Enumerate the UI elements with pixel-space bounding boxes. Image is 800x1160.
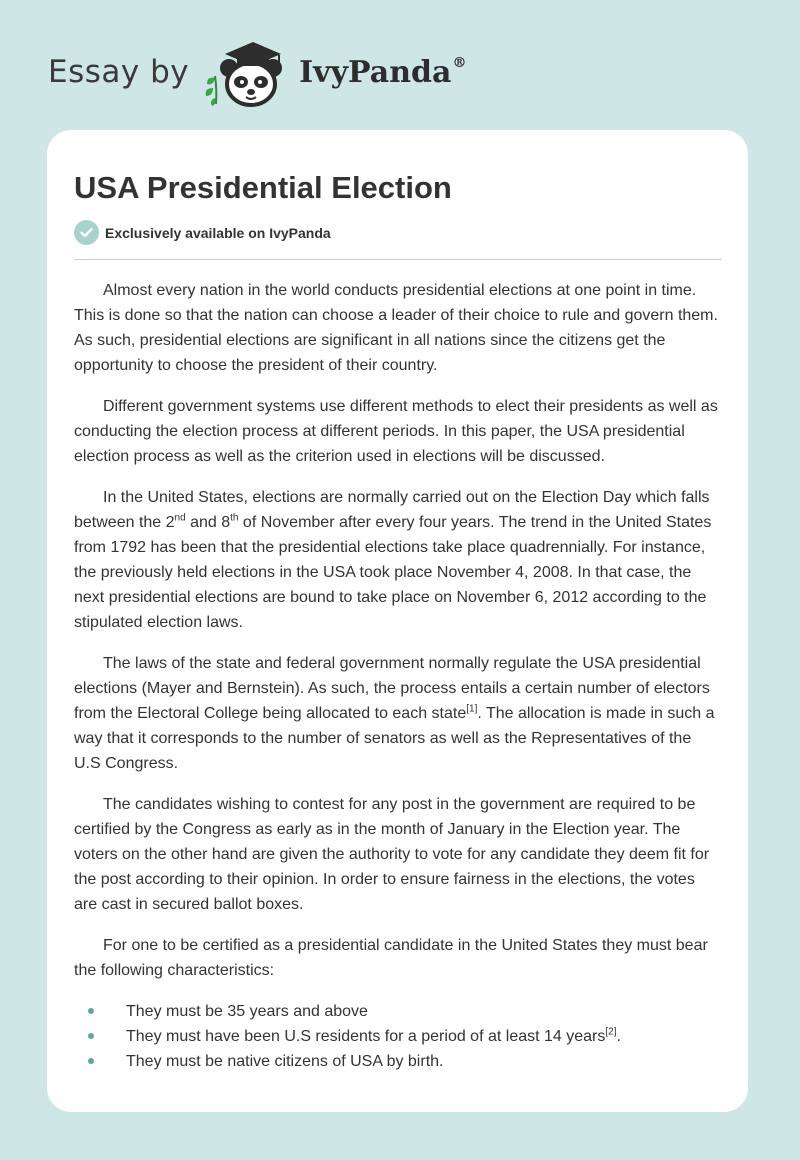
article-body [74, 278, 722, 1074]
bullet-icon [88, 1033, 94, 1039]
paragraph-5: The candidates wishing to contest for any post in the government are required to be certified by the Congress as early as in the month of January in the Election year. The voters on the other hand are given the authority to vote for any candidate they deem fit for the post according to their opinion. In order to ensure fairness in the elections, the votes are cast in secured ballot boxes. [74, 796, 710, 913]
exclusive-badge [74, 220, 722, 245]
page-title: USA Presidential Election [74, 170, 452, 205]
check-circle-icon [74, 220, 99, 245]
list-item: They must be native citizens of USA by birth. [74, 1049, 722, 1074]
paragraph-6: For one to be certified as a presidential candidate in the United States they must bear the following characteristics: [74, 937, 708, 979]
paragraph-4: The laws of the state and federal government normally regulate the USA presidential elections (Mayer and Bernstein). As such, the process entails a certain number of electors from the Electoral College being allocated to each state[1]. The allocation is made in such a way that it corresponds to the number of senators as well as the Representatives of the U.S Congress. [74, 655, 715, 772]
registered-mark: ® [452, 54, 467, 71]
site-header [48, 36, 466, 108]
footnote-ref-1[interactable]: [1] [466, 703, 478, 715]
paragraph-1: Almost every nation in the world conducts presidential elections at one point in time. This is done so that the nation can choose a leader of their choice to rule and govern them. As such, presidential elections are significant in all nations since the citizens get the opportunity to choose the president of their country. [74, 282, 718, 374]
paragraph-3: In the United States, elections are normally carried out on the Election Day which falls between the 2nd and 8th of November after every four years. The trend in the United States from 1792 has been that the presidential elections take place quadrennially. For instance, the previously held elections in the USA took place November 4, 2008. In that case, the next presidential elections are bound to take place on November 6, 2012 according to the stipulated election laws. [74, 489, 712, 631]
divider [74, 259, 722, 260]
article-card [47, 130, 748, 1112]
panda-graduate-icon[interactable] [201, 36, 293, 108]
brand-name[interactable]: IvyPanda® [299, 54, 467, 90]
footnote-ref-2[interactable]: [2] [605, 1026, 617, 1038]
ordinal-suffix: th [230, 512, 239, 524]
bullet-icon [88, 1058, 94, 1064]
list-item: They must have been U.S residents for a period of at least 14 years[2]. [74, 1024, 722, 1049]
ordinal-suffix: nd [174, 512, 186, 524]
requirements-list [74, 999, 722, 1074]
brand-prefix: Essay by [48, 54, 190, 90]
exclusive-badge-text: Exclusively available on IvyPanda [105, 224, 331, 241]
paragraph-2: Different government systems use different methods to elect their presidents as well as conducting the election process at different periods. In this paper, the USA presidential election process as well as the criterion used in elections will be discussed. [74, 398, 718, 465]
list-item: They must be 35 years and above [74, 999, 722, 1024]
bullet-icon [88, 1008, 94, 1014]
